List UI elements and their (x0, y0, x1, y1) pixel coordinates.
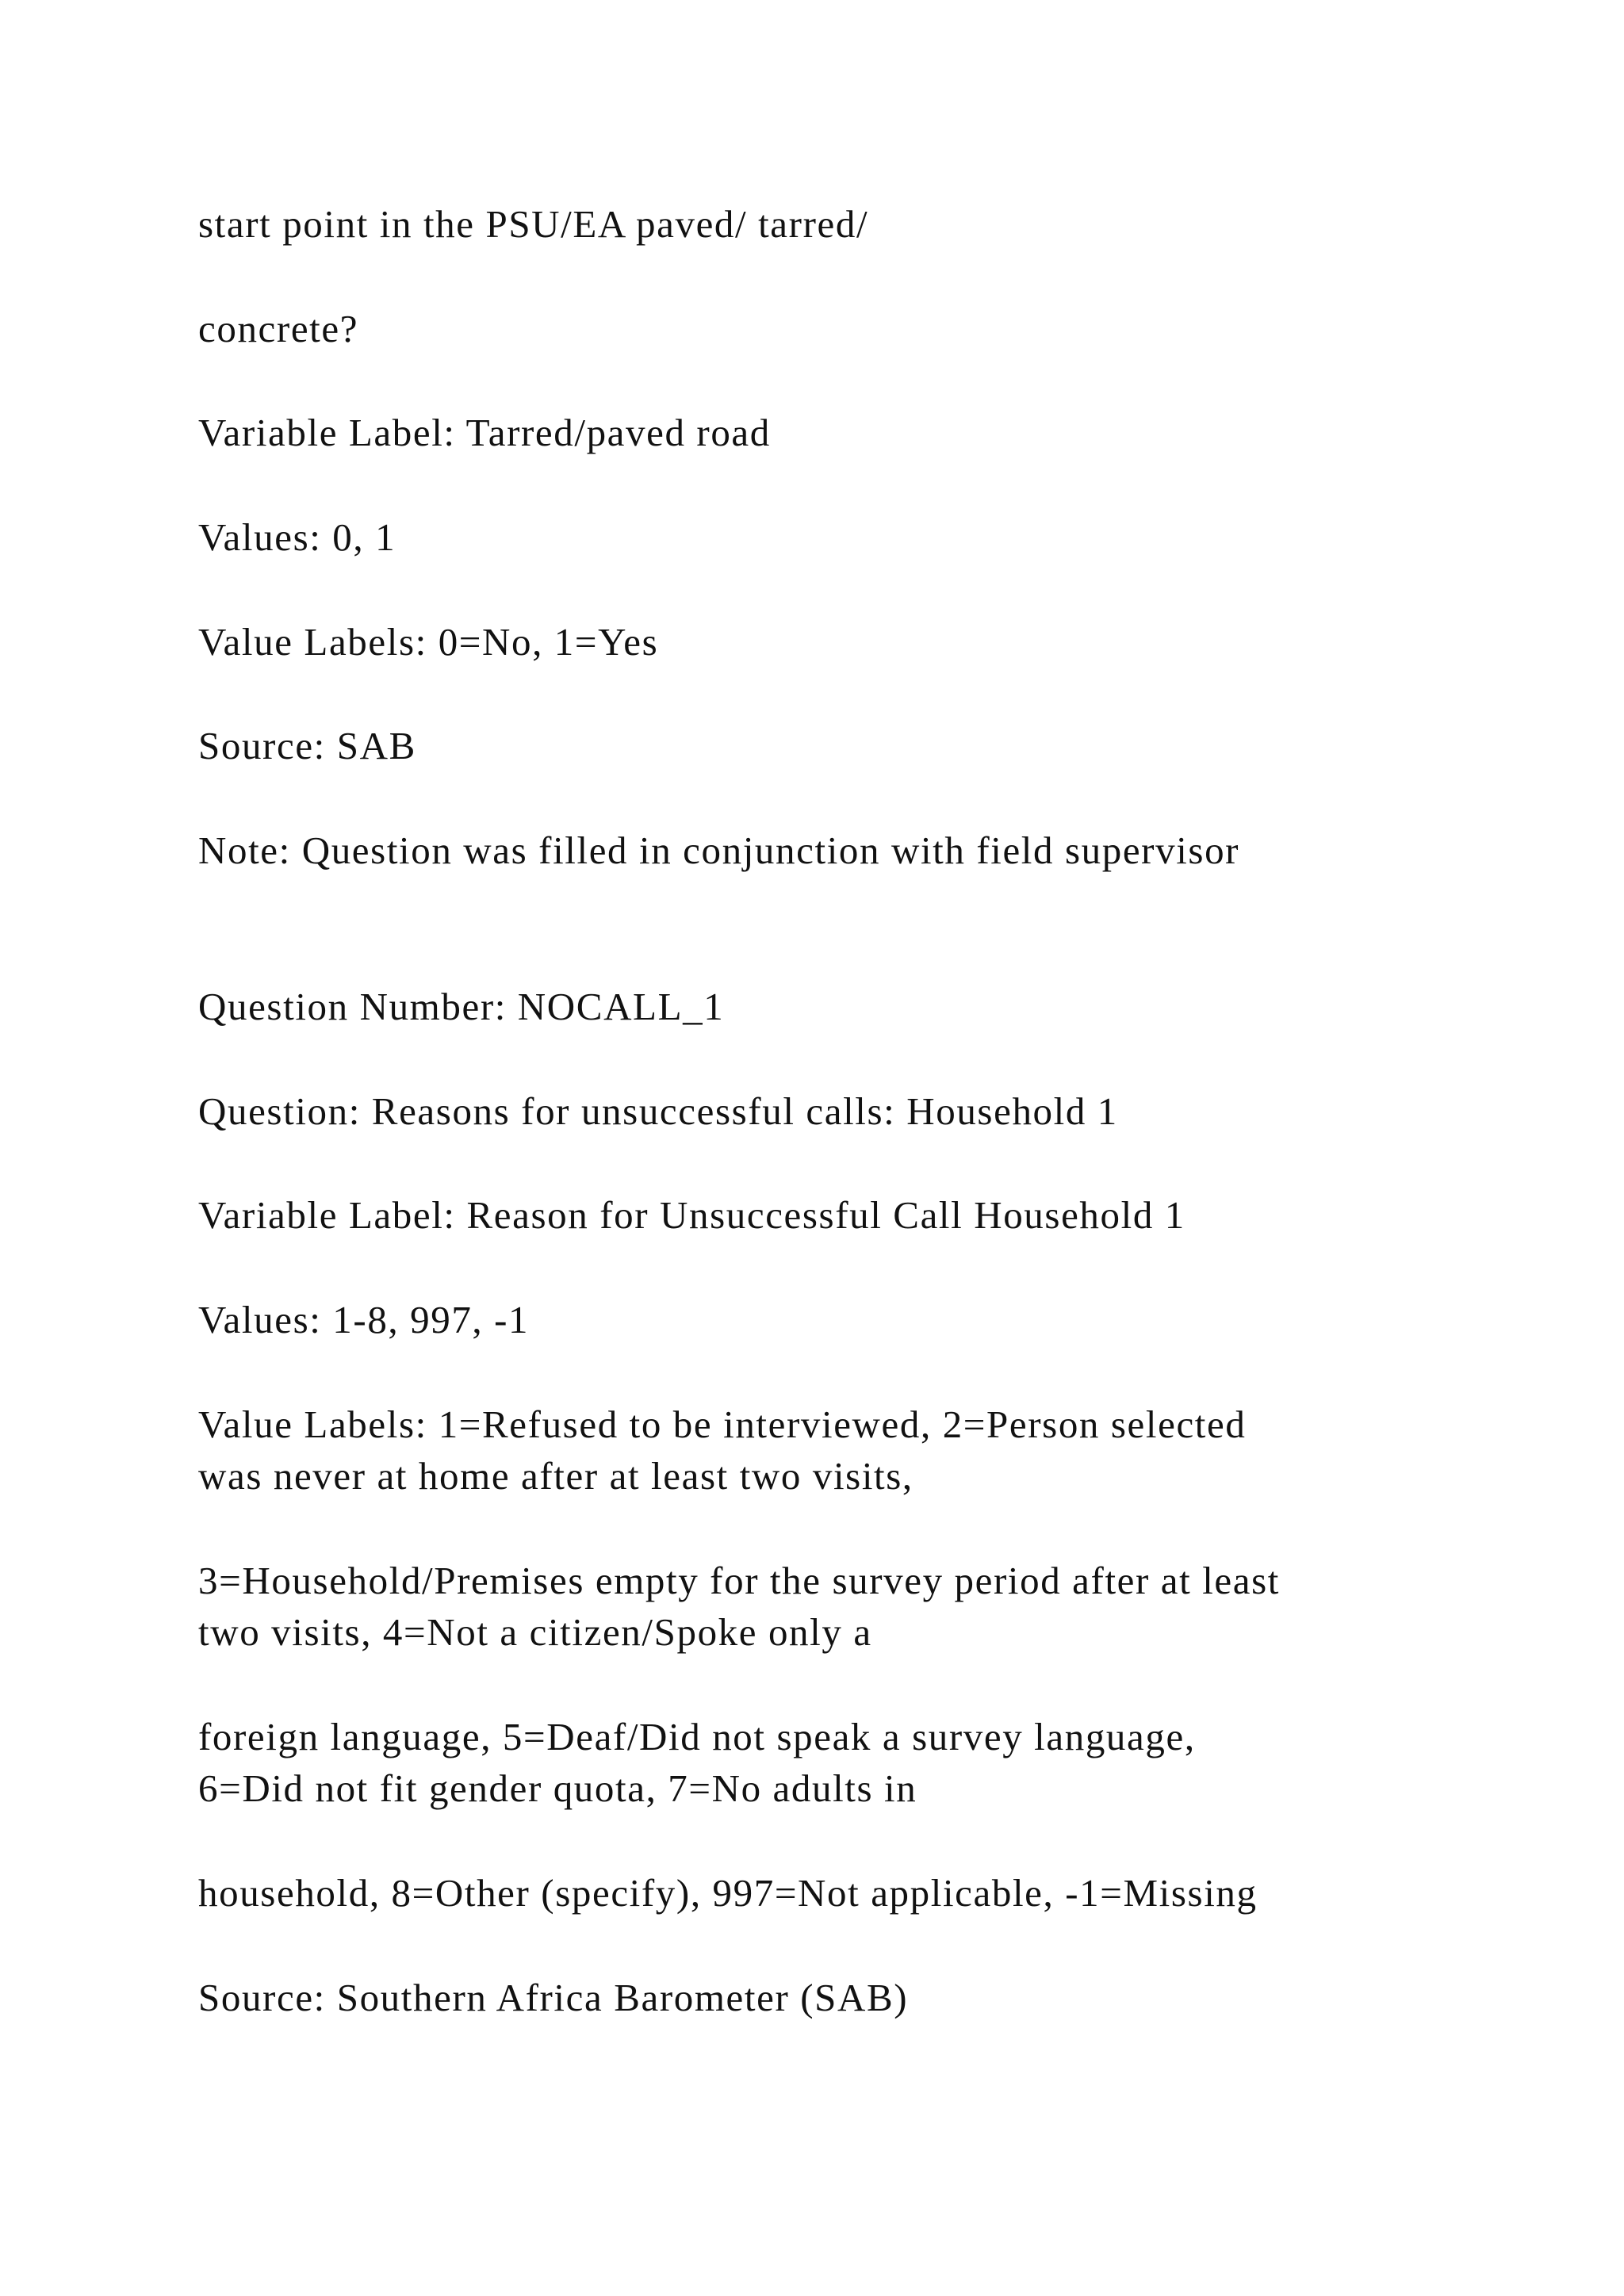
question-continuation: start point in the PSU/EA paved/ tarred/ (198, 202, 869, 246)
value-labels: Value Labels: 0=No, 1=Yes (198, 620, 659, 664)
source-2: Source: Southern Africa Barometer (SAB) (198, 1976, 909, 2019)
question-text: Question: Reasons for unsuccessful calls: Household 1 (198, 1089, 1118, 1133)
value-labels-line-3: 3=Household/Premises empty for the survey period after at least (198, 1559, 1280, 1602)
values-2: Values: 1-8, 997, -1 (198, 1298, 530, 1341)
value-labels-line-7: household, 8=Other (specify), 997=Not applicable, -1=Missing (198, 1871, 1258, 1915)
value-labels-line-4: two visits, 4=Not a citizen/Spoke only a (198, 1610, 872, 1654)
variable-label: Variable Label: Tarred/paved road (198, 411, 771, 454)
value-labels-line-2: was never at home after at least two visits, (198, 1454, 914, 1498)
source: Source: SAB (198, 724, 416, 767)
variable-label-2: Variable Label: Reason for Unsuccessful Call Household 1 (198, 1193, 1185, 1237)
question-continuation-2: concrete? (198, 307, 359, 350)
values: Values: 0, 1 (198, 515, 396, 559)
value-labels-line-1: Value Labels: 1=Refused to be interviewed, 2=Person selected (198, 1402, 1247, 1446)
question-number: Question Number: NOCALL_1 (198, 985, 725, 1028)
value-labels-line-6: 6=Did not fit gender quota, 7=No adults in (198, 1766, 917, 1810)
note: Note: Question was filled in conjunction with field supervisor (198, 828, 1240, 872)
value-labels-line-5: foreign language, 5=Deaf/Did not speak a survey language, (198, 1715, 1196, 1758)
